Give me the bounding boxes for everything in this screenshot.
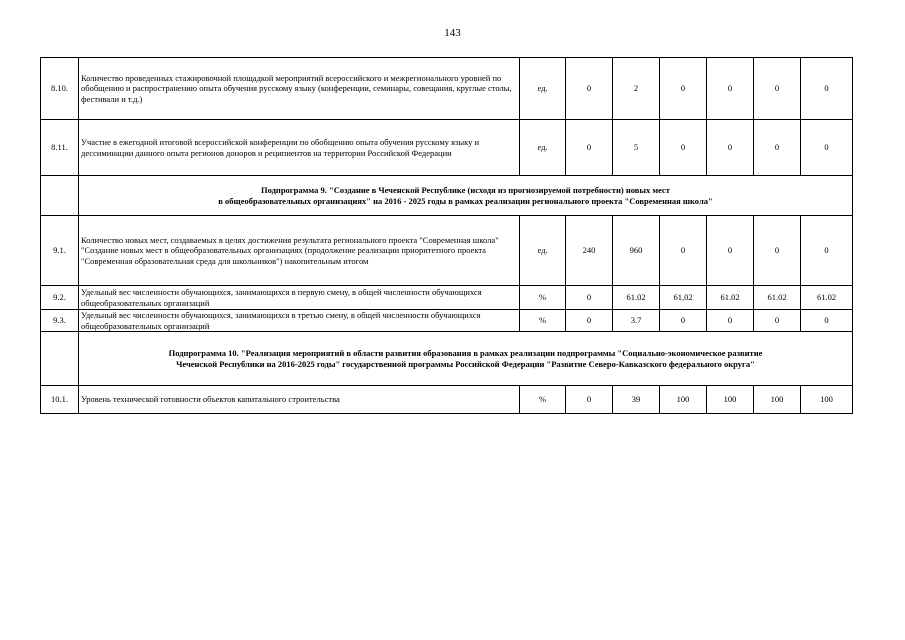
unit-cell: % [520, 286, 566, 310]
value-cell: 61.02 [801, 286, 853, 310]
page-number: 143 [444, 27, 461, 39]
unit-cell: ед. [520, 120, 566, 176]
value-cell: 0 [660, 58, 707, 120]
value-cell: 0 [707, 58, 754, 120]
value-cell: 0 [566, 286, 613, 310]
section-heading-line: Подпрограмма 10. "Реализация мероприятий в области развития образования в рамках реализации подпрограммы "Социально-экономическое развитие [168, 348, 763, 358]
value-cell: 61.02 [613, 286, 660, 310]
value-cell: 240 [566, 216, 613, 286]
section-heading-line: Подпрограмма 9. "Создание в Чеченской Республике (исходя из прогнозируемой потребности) новых мест [261, 185, 670, 195]
value-cell: 100 [801, 386, 853, 414]
table-row [41, 286, 853, 310]
value-cell: 61.02 [707, 286, 754, 310]
value-cell: 100 [707, 386, 754, 414]
indicator-name: Удельный вес численности обучающихся, занимающихся в первую смену, в общей численности обучающихся общеобразовательных организаций [79, 286, 520, 310]
value-cell: 0 [660, 120, 707, 176]
value-cell: 100 [660, 386, 707, 414]
unit-cell: % [520, 386, 566, 414]
table-row [41, 58, 853, 120]
value-cell: 0 [566, 310, 613, 332]
value-cell: 0 [801, 216, 853, 286]
value-cell: 39 [613, 386, 660, 414]
unit-cell: ед. [520, 216, 566, 286]
indicator-name: Удельный вес численности обучающихся, занимающихся в третью смену, в общей численности обучающихся общеобразовательных организаций [79, 310, 520, 332]
value-cell: 3.7 [613, 310, 660, 332]
value-cell: 0 [707, 310, 754, 332]
row-number: 9.1. [41, 216, 79, 286]
value-cell: 0 [754, 120, 801, 176]
row-number: 8.10. [41, 58, 79, 120]
value-cell: 0 [801, 58, 853, 120]
indicators-table [40, 57, 853, 414]
value-cell: 0 [566, 386, 613, 414]
table-row [41, 386, 853, 414]
value-cell: 0 [660, 310, 707, 332]
section-row [41, 332, 853, 386]
table-row [41, 120, 853, 176]
value-cell: 960 [613, 216, 660, 286]
value-cell: 0 [754, 58, 801, 120]
subprogram-10-heading [79, 332, 853, 386]
subprogram-9-heading [79, 176, 853, 216]
value-cell: 0 [566, 120, 613, 176]
value-cell: 5 [613, 120, 660, 176]
row-number: 9.3. [41, 310, 79, 332]
value-cell: 0 [660, 216, 707, 286]
section-heading-line: в общеобразовательных организациях" на 2016 - 2025 годы в рамках реализации регионального проекта "Современная школа" [218, 195, 713, 206]
row-number: 8.11. [41, 120, 79, 176]
row-number: 10.1. [41, 386, 79, 414]
value-cell: 0 [801, 310, 853, 332]
unit-cell: ед. [520, 58, 566, 120]
table-row [41, 310, 853, 332]
section-heading-line: Чеченской Республики на 2016-2025 годы" государственной программы Российской Федерации "Развитие Северо-Кавказского федерального округа" [176, 358, 755, 369]
section-row [41, 176, 853, 216]
value-cell: 61,02 [660, 286, 707, 310]
value-cell: 0 [754, 216, 801, 286]
section-number-cell [41, 332, 79, 386]
row-number: 9.2. [41, 286, 79, 310]
indicator-name: Уровень технической готовности объектов капитального строительства [79, 386, 520, 414]
value-cell: 0 [707, 120, 754, 176]
indicator-name: Количество новых мест, создаваемых в целях достижения результата регионального проекта "Современная школа" "Создание новых мест в общеобразовательных организациях (продолжение реализации приоритетного проекта "Современная образовательная среда для школьников") накопительным итогом [79, 216, 520, 286]
value-cell: 0 [754, 310, 801, 332]
section-number-cell [41, 176, 79, 216]
value-cell: 100 [754, 386, 801, 414]
value-cell: 2 [613, 58, 660, 120]
value-cell: 0 [801, 120, 853, 176]
indicator-name: Количество проведенных стажировочной площадкой мероприятий всероссийского и межрегионального уровней по обобщению и распространению опыта обучения русскому языку (конференции, семинары, совещания, круглые столы, фестивали и т.д.) [79, 58, 520, 120]
value-cell: 61.02 [754, 286, 801, 310]
table-row [41, 216, 853, 286]
unit-cell: % [520, 310, 566, 332]
value-cell: 0 [707, 216, 754, 286]
indicator-name: Участие в ежегодной итоговой всероссийской конференции по обобщению опыта обучения русскому языку и дессиминации данного опыта регионов доноров и реципиентов на территории Российской Федерации [79, 120, 520, 176]
value-cell: 0 [566, 58, 613, 120]
